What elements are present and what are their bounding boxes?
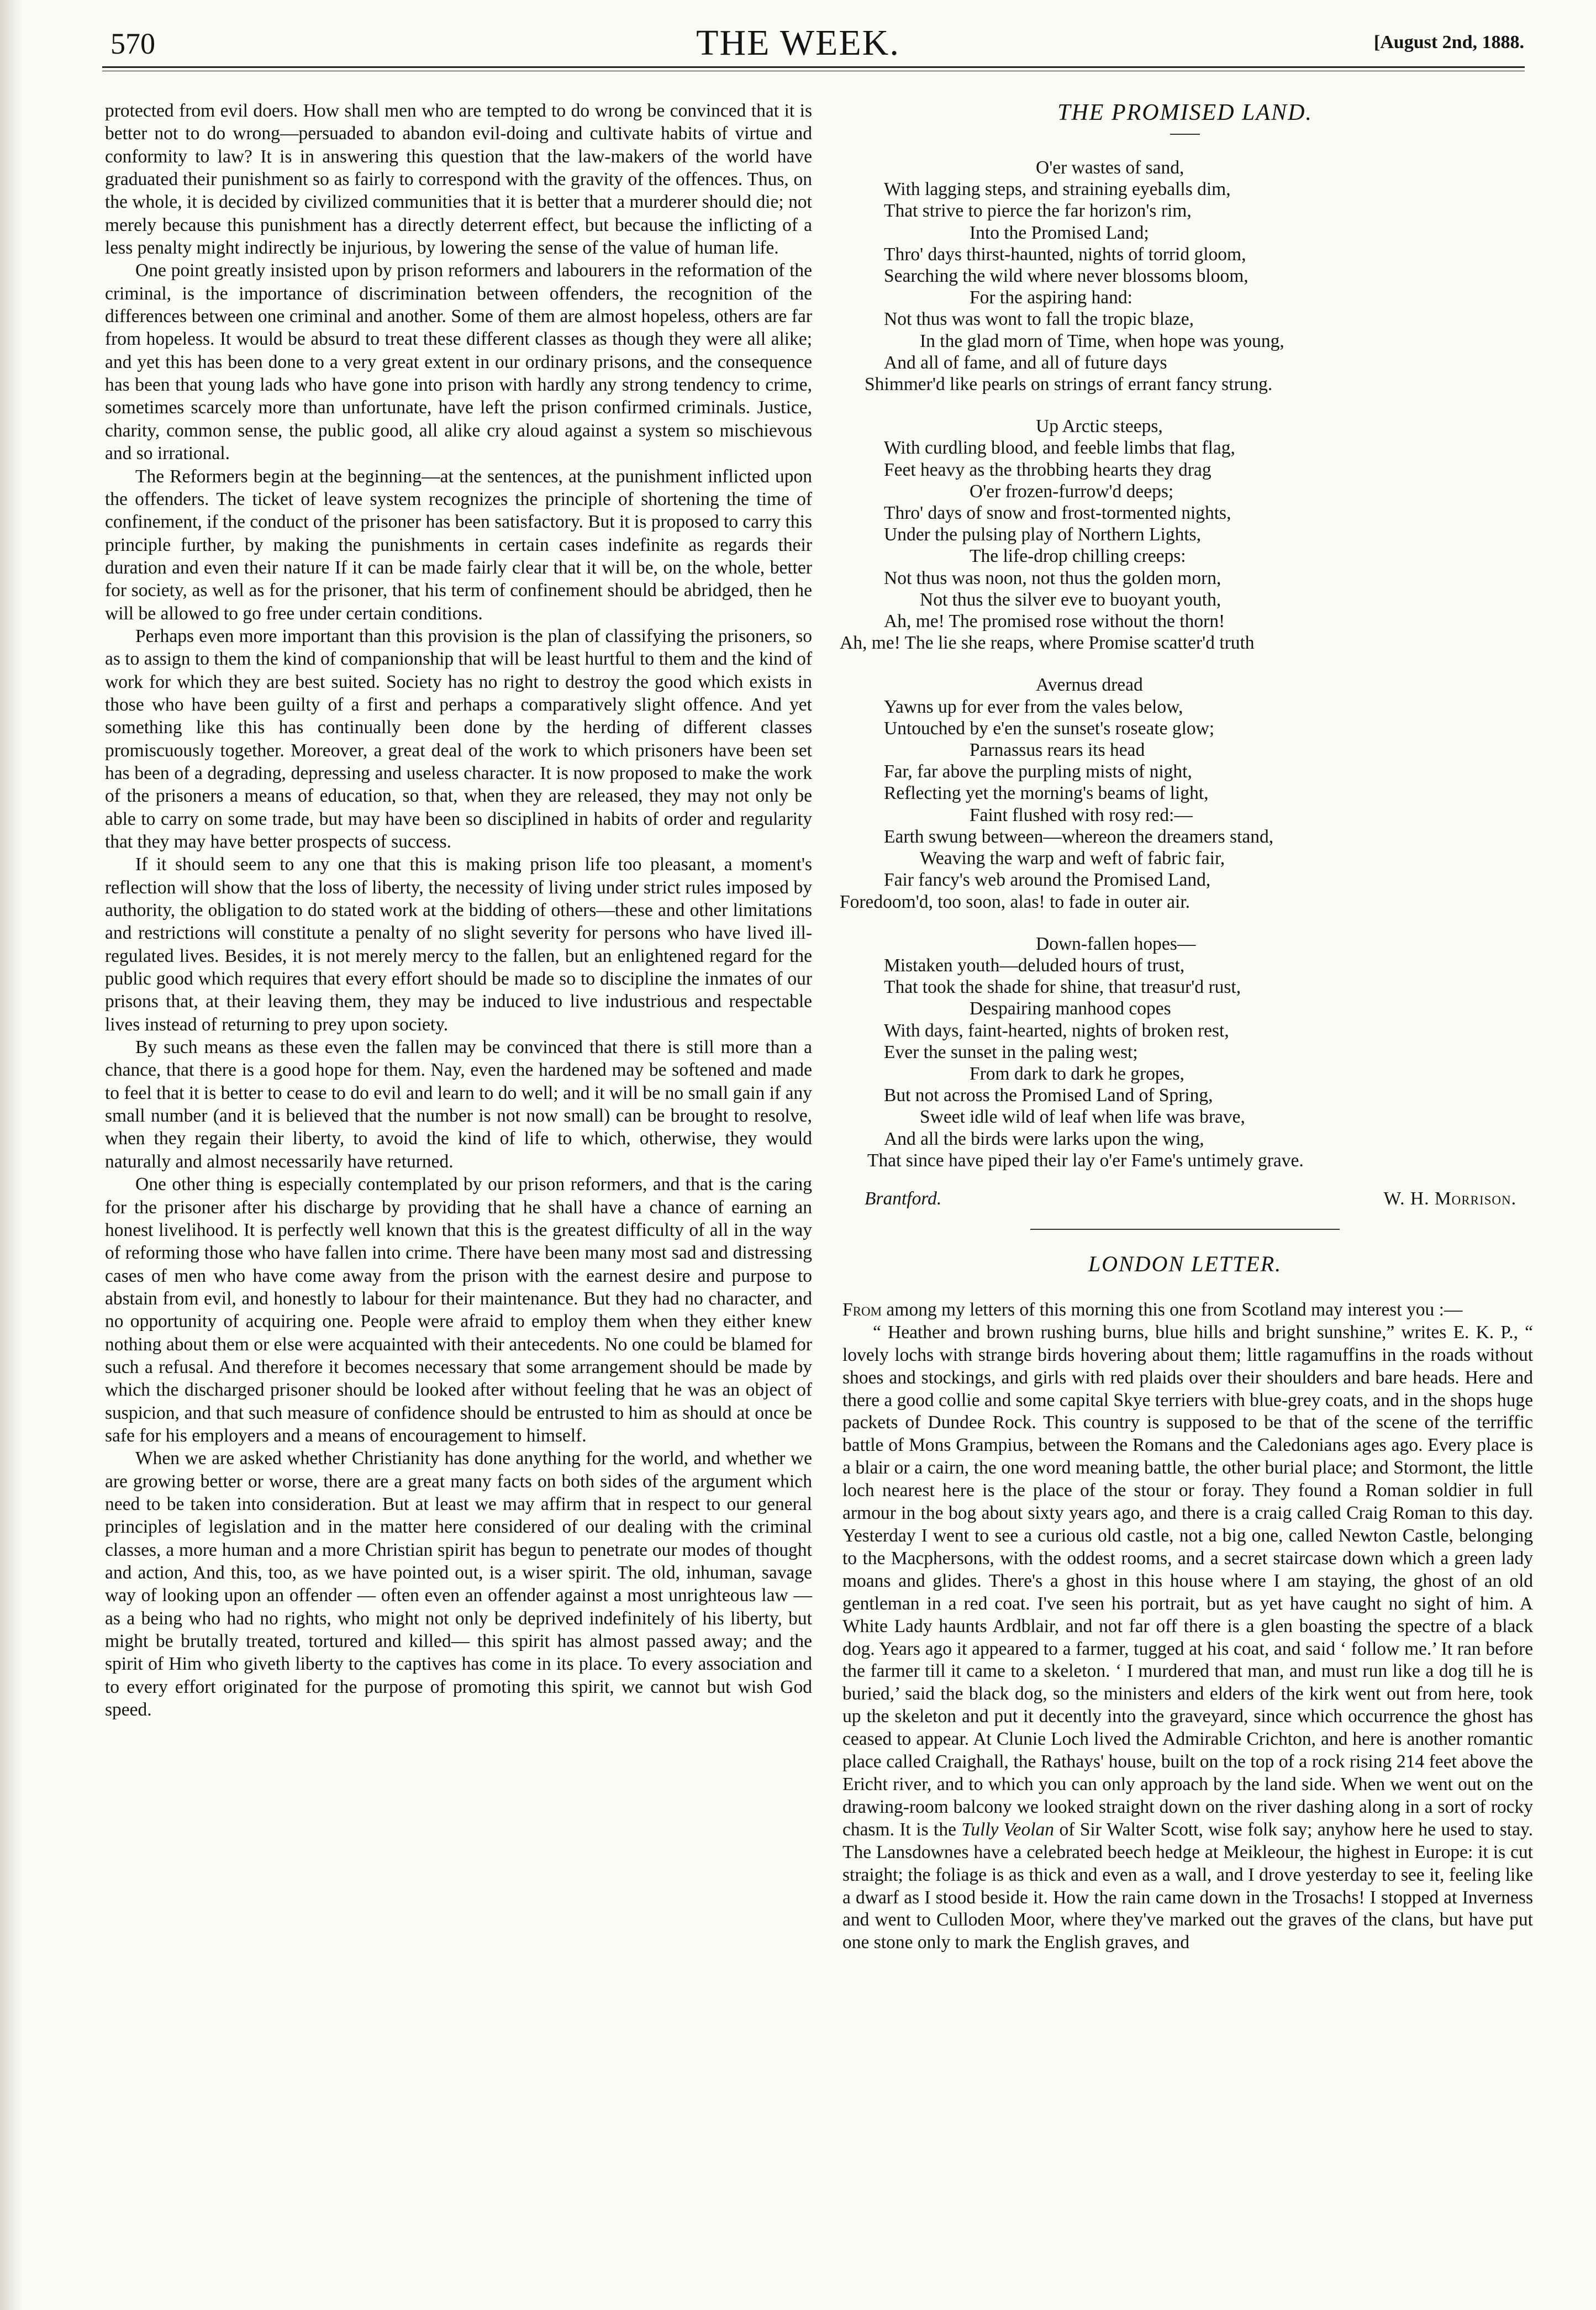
poem-line: Thro' days of snow and frost-tormented nights, <box>884 503 1231 524</box>
poem <box>837 157 1533 1171</box>
poem-line: Into the Promised Land; <box>970 222 1149 243</box>
poem-line: Not thus was noon, not thus the golden morn, <box>884 567 1221 588</box>
poem-line: Not thus was wont to fall the tropic blaze, <box>884 309 1194 330</box>
letter-body-text: “ Heather and brown rushing burns, blue hills and bright sunshine,” writes E. K. P., “ lovely lochs with strange birds hovering about them; little ragamuffins in the roads without shoes and stockings, and girls with red plaids over their shoulders and bare heads. Here and there a good collie and some capital Skye terriers with blue-grey coats, and in the shops huge packets of Dundee Rock. This country is supposed to be that of the scene of the terriffic battle of Mons Grampius, between the Romans and the Caledonians ages ago. Every place is a blair or a cairn, the one word meaning battle, the other burial place; and Stormont, the little loch nearest here is the place of the stour or foray. They found a Roman soldier in full armour in the bog about sixty years ago, and there is a craig called Craig Roman to this day. Yesterday I went to see a curious old castle, not a big one, called Newton Castle, belonging to the Macphersons, with the oddest rooms, and a secret staircase down which a green lady moans and glides. There's a ghost in this house where I am staying, the ghost of an old gentleman in a red coat. I've seen his portrait, but as yet have caught no sight of him. A White Lady haunts Ardblair, and not far off there is a glen boasting the spectre of a black dog. Years ago it appeared to a farmer, tugged at his coat, and said ‘ follow me.’ It ran before the farmer till it came to a skeleton. ‘ I murdered that man, and must run like a dog till he is buried,’ said the black dog, so the ministers and elders of the kirk went out from here, took up the skeleton and put it decently into the graveyard, since which occurrence the ghost has ceased to appear. At Clunie Loch lived the Admirable Crichton, and here is another romantic place called Craighall, the Rathays' house, built on the top of a rock rising 214 feet above the Ericht river, and to which you can only approach by the land side. When we went out on the drawing-room balcony we looked straight down on the river dashing along in a sort of rocky chasm. It is the <box>842 1322 1533 1840</box>
page-number: 570 <box>110 27 155 60</box>
poem-line: Not thus the silver eve to buoyant youth, <box>920 589 1221 610</box>
poem-line: O'er wastes of sand, <box>1036 157 1184 178</box>
poem-line: Mistaken youth—deluded hours of trust, <box>884 955 1185 976</box>
poem-line: Foredoom'd, too soon, alas! to fade in outer air. <box>840 891 1191 912</box>
article-paragraph: By such means as these even the fallen may be convinced that there is still more than a chance, that there is a good hope for them. Nay, even the hardened may be softened and made to feel that it is better to cease to do evil and learn to do well; and it will be no small gain if any small number (and it is believed that the number is not now small) can be brought to resolve, when they regain their liberty, to avoid the kind of life to which, otherwise, they would naturally and almost necessarily have returned. <box>105 1037 812 1172</box>
right-column <box>837 88 1533 1954</box>
poem-line: Fair fancy's web around the Promised Land, <box>884 870 1211 891</box>
poem-stanza <box>837 415 1533 654</box>
article-paragraph: When we are asked whether Christianity has done anything for the world, and whether we are growing better or worse, there are a great many facts on both sides of the argument which need to be taken into consideration. But at least we may affirm that in respect to our general principles of legislation and in the matter here considered of our dealing with the criminal classes, a more human and a more Christian spirit has begun to penetrate our modes of thought and action, And this, too, as we have pointed out, is a wiser spirit. The old, inhuman, savage way of looking upon an offender — often even an offender against a most unrighteous law —as a being who had no rights, who might not only be deprived indefinitely of his liberty, but might be brutally treated, tortured and killed— this spirit has almost passed away; and the spirit of Him who giveth liberty to the captives has come in its place. To every association and to every effort originated for the purpose of promoting this spirit, we cannot but wish God speed. <box>105 1448 812 1720</box>
poem-line: Sweet idle wild of leaf when life was brave, <box>920 1107 1245 1128</box>
letter-title: LONDON LETTER. <box>1088 1251 1282 1276</box>
letter-paragraph <box>842 1322 1533 1954</box>
london-letter <box>837 1299 1533 1954</box>
poem-line: Ever the sunset in the paling west; <box>884 1041 1138 1062</box>
letter-paragraph <box>842 1299 1533 1322</box>
left-column-article <box>105 99 812 1721</box>
poem-line: That strive to pierce the far horizon's rim, <box>884 201 1192 222</box>
poem-title: THE PROMISED LAND. <box>1057 100 1313 125</box>
poem-line: Avernus dread <box>1036 675 1143 696</box>
poem-stanza <box>837 157 1533 395</box>
poem-line: And all the birds were larks upon the wing, <box>884 1128 1204 1149</box>
header-rule <box>102 66 1525 71</box>
article-paragraph: The Reformers begin at the beginning—at the sentences, at the punishment inflicted upon the offenders. The ticket of leave system recognizes the principle of shortening the time of confinement, if the conduct of the prisoner has been satisfactory. But it is proposed to carry this principle further, by making the punishments in certain cases indefinite as regards their duration and even their nature If it can be made fairly clear that it will be, on the whole, better for society, as well as for the prisoner, that his term of confinement should be abridged, then he will be allowed to go free under certain conditions. <box>105 466 812 624</box>
issue-date: [August 2nd, 1888. <box>1373 32 1524 52</box>
poem-line: The life-drop chilling creeps: <box>970 546 1186 567</box>
poem-line: That since have piped their lay o'er Fame's untimely grave. <box>867 1150 1304 1171</box>
poem-line: Ah, me! The lie she reaps, where Promise scatter'd truth <box>840 633 1255 654</box>
poem-line: Faint flushed with rosy red:— <box>970 804 1193 825</box>
poem-line: With days, faint-hearted, nights of broken rest, <box>884 1020 1229 1041</box>
poem-stanza <box>837 674 1533 912</box>
letter-italic-title: Tully Veolan <box>961 1819 1055 1840</box>
poem-line: Searching the wild where never blossoms bloom, <box>884 266 1249 287</box>
poem-line: Shimmer'd like pearls on strings of errant fancy strung. <box>865 374 1273 395</box>
poem-line: Up Arctic steeps, <box>1036 416 1163 437</box>
article-paragraph: One other thing is especially contemplated by our prison reformers, and that is the caring for the prisoner after his discharge by providing that he shall have a chance of earning an honest livelihood. It is perfectly well known that this is the greatest difficulty of all in the way of reforming those who have fallen into crime. There have been many most sad and distressing cases of men who have come away from the prison with the earnest desire and purpose to abstain from evil, and honestly to labour for their maintenance. But they had no character, and no opportunity of acquiring one. People were afraid to employ them when they either knew nothing about them or else were acquainted with their antecedents. No one could be blamed for such a refusal. And therefore it becomes necessary that some arrangement should be made by which the discharged prisoner should be looked after without feeling that he was an object of suspicion, and that such measure of confidence should be entrusted to him as should at once be safe for his employers and a means of encouragement to himself. <box>105 1174 812 1446</box>
poem-line: Untouched by e'en the sunset's roseate glow; <box>884 718 1215 739</box>
poem-author: W. H. Morrison. <box>1383 1188 1516 1209</box>
poem-line: O'er frozen-furrow'd deeps; <box>970 481 1174 502</box>
poem-line: But not across the Promised Land of Spring, <box>884 1085 1213 1106</box>
section-divider <box>1030 1229 1340 1230</box>
poem-line: Parnassus rears its head <box>970 740 1145 761</box>
article-paragraph: Perhaps even more important than this provision is the plan of classifying the prisoners, so as to assign to them the kind of companionship that will be least hurtful to them and the kind of work for which they are best suited. Society has no right to destroy the good which exists in those who have been guilty of a first and perhaps a comparatively slight offence. And yet something like this has continually been done by the herding of different classes promiscuously together. Moreover, a great deal of the work to which prisoners have been set has been of a degrading, depressing and useless character. It is now proposed to make the work of the prisoners a means of education, so that, when they are released, they may not only be able to carry on some trade, but may have been so disciplined in habits of order and regularity that they may have better prospects of success. <box>105 625 812 852</box>
poem-line: With lagging steps, and straining eyeballs dim, <box>884 179 1231 200</box>
article-paragraph: protected from evil doers. How shall men who are tempted to do wrong be convinced that it is better not to do wrong—persuaded to abandon evil-doing and cultivate habits of virtue and conformity to law? It is in answering this question that the law-makers of the world have graduated their punishment so as fairly to correspond with the gravity of the offences. Thus, on the whole, it is decided by civilized communities that it is better that a murderer should die; not merely because this punishment has a directly deterrent effect, but because the inflicting of a less penalty might indirectly be injurious, by lowering the sense of the value of human life. <box>105 101 812 259</box>
letter-intro-text: among my letters of this morning this one from Scotland may interest you :— <box>882 1299 1463 1320</box>
poem-line: With curdling blood, and feeble limbs that flag, <box>884 438 1235 459</box>
poem-place: Brantford. <box>865 1188 942 1209</box>
poem-line: Despairing manhood copes <box>970 998 1171 1019</box>
letter-lead-word: From <box>842 1299 882 1320</box>
poem-line: Under the pulsing play of Northern Lights, <box>884 524 1202 545</box>
article-paragraph: If it should seem to any one that this is making prison life too pleasant, a moment's reflection will show that the loss of liberty, the necessity of living under strict rules imposed by authority, the obligation to do stated work at the bidding of others—these and other limitations and restrictions will constitute a penalty of no slight severity for persons who have lived ill-regulated lives. Besides, it is not merely mercy to the fallen, but an enlightened regard for the public good which requires that every effort should be made so to discipline the inmates of our prisons that, at their leaving them, they may be induced to live industrious and respectable lives instead of returning to prey upon society. <box>105 854 812 1035</box>
poem-line: Reflecting yet the morning's beams of light, <box>884 783 1209 804</box>
poem-line: For the aspiring hand: <box>970 287 1133 308</box>
poem-line: From dark to dark he gropes, <box>970 1063 1184 1084</box>
poem-line: Down-fallen hopes— <box>1036 933 1196 954</box>
poem-line: In the glad morn of Time, when hope was young, <box>920 330 1284 351</box>
poem-line: Ah, me! The promised rose without the thorn! <box>884 611 1225 632</box>
page-header <box>0 0 1596 83</box>
letter-body-text-end: of Sir Walter Scott, wise folk say; anyhow here he used to stay. The Lansdownes have a celebrated beech hedge at Meikleour, the highest in Europe: it is cut straight; the foliage is as thick and even as a wall, and I drove yesterday to see it, feeling like a dwarf as I stood beside it. How the rain came down in the Trosachs! I stopped at Inverness and went to Culloden Moor, where they've marked out the graves of the clans, but have put one stone only to mark the English graves, and <box>842 1819 1533 1953</box>
poem-signature <box>837 1187 1533 1210</box>
poem-line: Far, far above the purpling mists of night, <box>884 761 1192 782</box>
poem-line: Weaving the warp and weft of fabric fair, <box>920 848 1225 869</box>
poem-line: And all of fame, and all of future days <box>884 352 1167 373</box>
poem-stanza <box>837 933 1533 1171</box>
poem-line: Thro' days thirst-haunted, nights of torrid gloom, <box>884 244 1246 265</box>
poem-line: Feet heavy as the throbbing hearts they drag <box>884 459 1212 480</box>
poem-line: Yawns up for ever from the vales below, <box>884 696 1183 717</box>
article-paragraph: One point greatly insisted upon by prison reformers and labourers in the reformation of the criminal, is the importance of discrimination between offenders, the recognition of the differences between one criminal and another. Some of them are almost hopeless, others are far from hopeless. It would be absurd to treat these different classes as though they were all alike; and yet this has been done to a very great extent in our ordinary prisons, and the consequence has been that young lads who have gone into prison with hardly any strong tendency to crime, sometimes scarcely more than unfortunate, have left the prison confirmed criminals. Justice, charity, common sense, the public good, all alike cry aloud against a system so mischievous and so irrational. <box>105 260 812 464</box>
title-rule <box>1170 134 1200 135</box>
poem-line: That took the shade for shine, that treasur'd rust, <box>884 977 1241 998</box>
poem-line: Earth swung between—whereon the dreamers stand, <box>884 826 1274 847</box>
page-edge-shadow <box>0 0 22 2310</box>
masthead: THE WEEK. <box>696 23 900 63</box>
